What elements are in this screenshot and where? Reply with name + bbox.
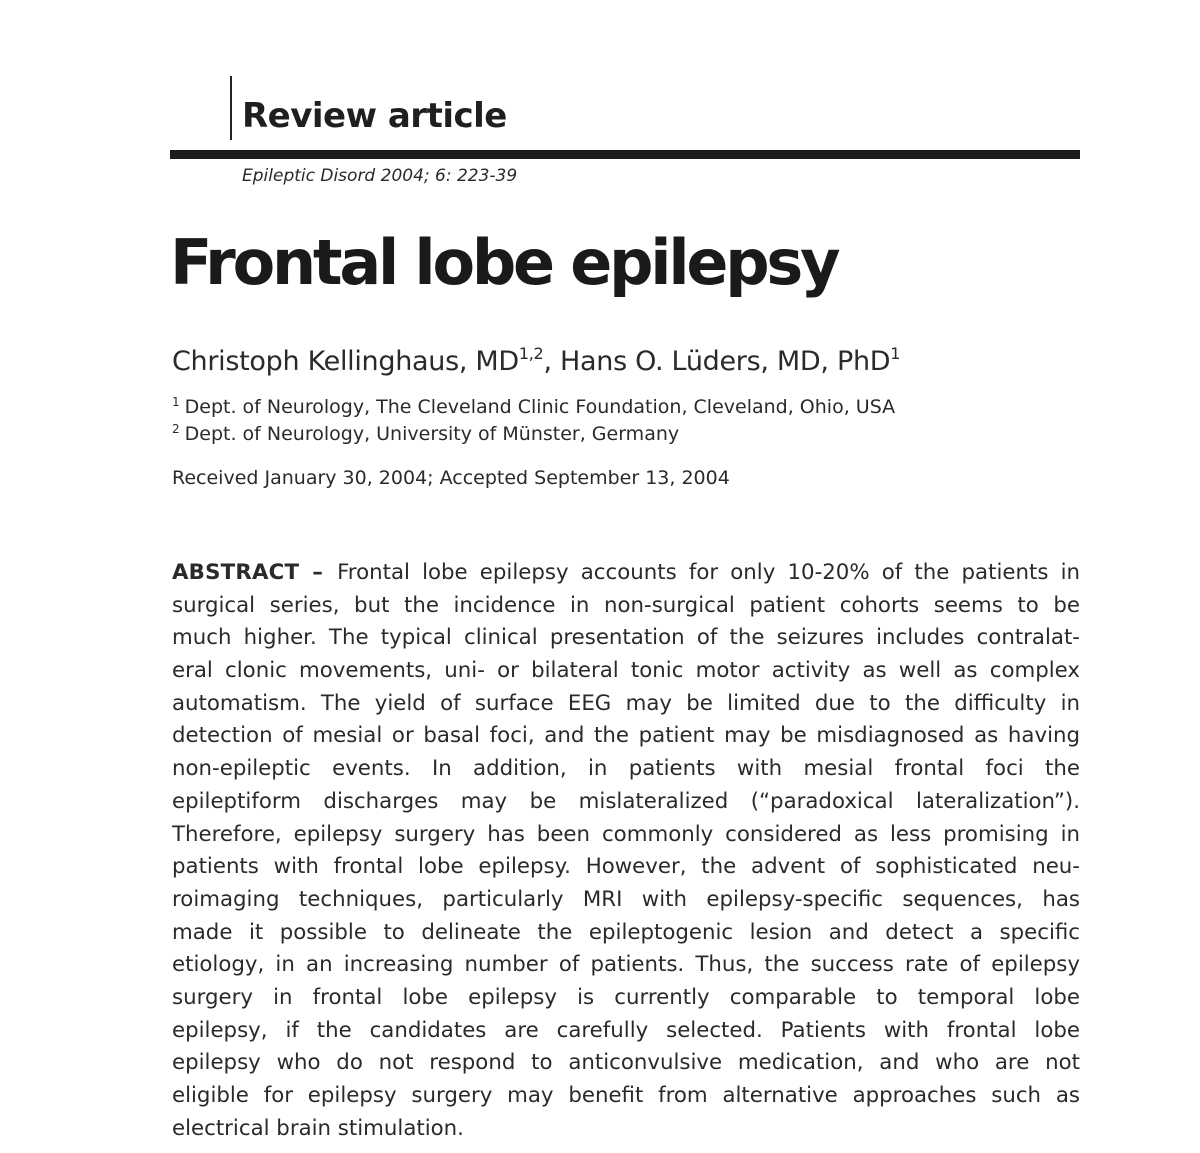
abstract-line: non-epileptic events. In addition, in patients with mesial frontal foci the xyxy=(172,756,1080,782)
author-name: Christoph Kellinghaus, MD xyxy=(172,346,519,377)
abstract-line: Therefore, epilepsy surgery has been commonly considered as less promising in xyxy=(172,821,1080,847)
abstract-line: epilepsy, if the candidates are carefully selected. Patients with frontal lobe xyxy=(172,1017,1080,1043)
abstract-line: eligible for epilepsy surgery may benefit from alternative approaches such as xyxy=(172,1083,1080,1108)
section-divider-bar xyxy=(230,76,232,140)
abstract-line: much higher. The typical clinical presentation of the seizures includes contralat- xyxy=(172,625,1080,651)
affiliation xyxy=(172,421,679,447)
received-accepted-dates: Received January 30, 2004; Accepted September 13, 2004 xyxy=(172,467,730,489)
author-list xyxy=(172,344,900,380)
abstract-line: automatism. The yield of surface EEG may be limited due to the difficulty in xyxy=(172,690,1080,716)
article-title: Frontal lobe epilepsy xyxy=(170,226,838,299)
abstract-text: Frontal lobe epilepsy accounts for only 10-20% of the patients in xyxy=(337,560,1080,585)
abstract-line: eral clonic movements, uni- or bilateral tonic motor activity as well as complex xyxy=(172,658,1080,684)
journal-citation: Epileptic Disord 2004; 6: 223-39 xyxy=(242,166,518,186)
author-separator: , xyxy=(543,346,561,377)
abstract-line: made it possible to delineate the epileptogenic lesion and detect a specific xyxy=(172,919,1080,945)
abstract-line: surgical series, but the incidence in non-surgical patient cohorts seems to be xyxy=(172,592,1080,618)
author-affiliation-mark: 1 xyxy=(890,344,901,363)
section-label: Review article xyxy=(242,96,507,136)
abstract-line: surgery in frontal lobe epilepsy is currently comparable to temporal lobe xyxy=(172,984,1080,1010)
abstract-line: etiology, in an increasing number of patients. Thus, the success rate of epilepsy xyxy=(172,952,1080,978)
author-name: Hans O. Lüders, MD, PhD xyxy=(560,346,891,377)
affiliation-text: Dept. of Neurology, The Cleveland Clinic Foundation, Cleveland, Ohio, USA xyxy=(184,396,896,418)
abstract-line: detection of mesial or basal foci, and the patient may be misdiagnosed as having xyxy=(172,723,1080,749)
abstract-line: roimaging techniques, particularly MRI with epilepsy-specific sequences, has xyxy=(172,886,1080,912)
abstract-line: patients with frontal lobe epilepsy. However, the advent of sophisticated neu- xyxy=(172,854,1080,880)
abstract-line xyxy=(172,557,1080,590)
abstract-line: electrical brain stimulation. xyxy=(172,1115,464,1141)
abstract-line: epilepsy who do not respond to anticonvulsive medication, and who are not xyxy=(172,1050,1080,1076)
affiliation xyxy=(172,394,895,420)
affiliation-mark: 2 xyxy=(172,422,180,436)
header-rule xyxy=(170,150,1080,159)
abstract-heading: ABSTRACT – xyxy=(172,560,324,585)
abstract-line: epileptiform discharges may be mislateralized (“paradoxical lateralization”). xyxy=(172,788,1080,814)
abstract xyxy=(172,557,1080,1145)
author-affiliation-mark: 1,2 xyxy=(518,344,544,363)
affiliation-text: Dept. of Neurology, University of Münster, Germany xyxy=(184,423,680,445)
affiliation-mark: 1 xyxy=(172,395,180,409)
